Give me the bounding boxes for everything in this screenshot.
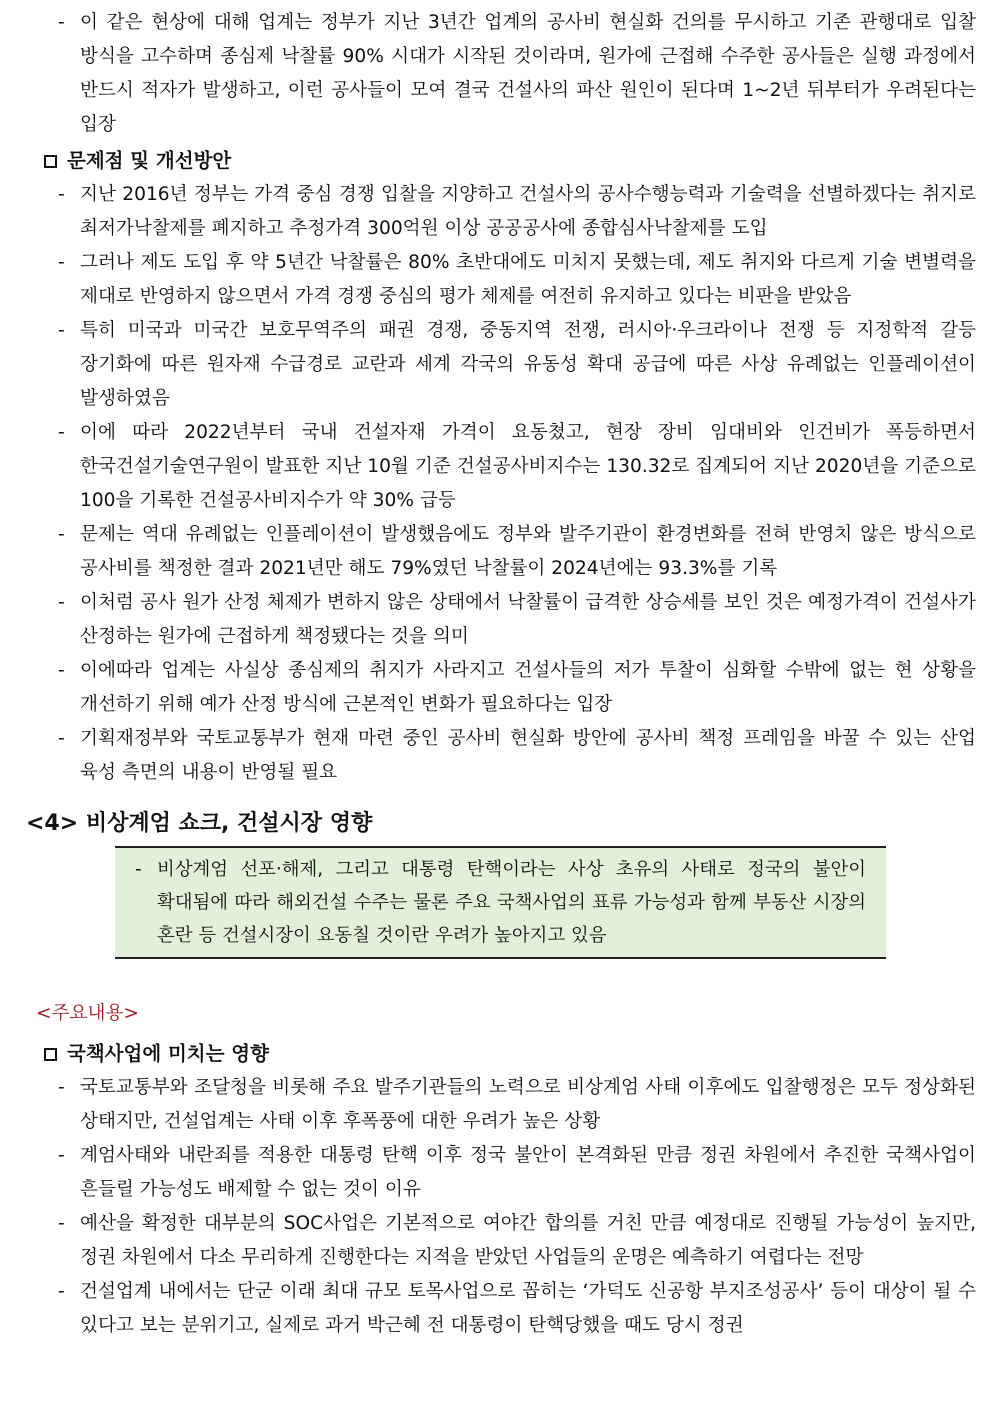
section-title: <4> 비상계엄 쇼크, 건설시장 영향 (26, 811, 373, 836)
dash-marker: - (58, 592, 65, 613)
dash-marker: - (58, 184, 65, 205)
checkbox-square-icon (44, 1048, 57, 1061)
bullet-text: 이에 따라 2022년부터 국내 건설자재 가격이 요동쳤고, 현장 장비 임대비와 인건비가 폭등하면서 한국건설기술연구원이 발표한 지난 10월 기준 건설공사비지수는 130.32로 집계되어 지난 2020년을 기준으로 100을 기록한 건설공사비지수가 약 30% 급등 (80, 422, 976, 511)
bullet-text: 특히 미국과 미국간 보호무역주의 패권 경쟁, 중동지역 전쟁, 러시아·우크라이나 전쟁 등 지정학적 갈등 장기화에 따른 원자재 수급경로 교란과 세계 각국의 유동성 확대 공급에 따른 사상 유례없는 인플레이션이 발생하였음 (80, 320, 976, 409)
bullet-text: 이처럼 공사 원가 산정 체제가 변하지 않은 상태에서 낙찰률이 급격한 상승세를 보인 것은 예정가격이 건설사가 산정하는 원가에 근접하게 책정됐다는 것을 의미 (80, 592, 976, 647)
dash-marker: - (58, 320, 65, 341)
list-item (58, 722, 976, 790)
bullet-text: 그러나 제도 도입 후 약 5년간 낙찰률은 80% 초반대에도 미치지 못했는데, 제도 취지와 다르게 기술 변별력을 제대로 반영하지 않으면서 가격 경쟁 중심의 평가 체제를 여전히 유지하고 있다는 비판을 받았음 (80, 252, 976, 307)
list-item (58, 178, 976, 246)
list-item (58, 1207, 976, 1275)
list-item (58, 1139, 976, 1207)
list-item (58, 518, 976, 586)
dash-marker: - (58, 1145, 65, 1166)
list-item (58, 6, 976, 142)
list-item (58, 246, 976, 314)
bullet-text: 이에따라 업계는 사실상 종심제의 취지가 사라지고 건설사들의 저가 투찰이 심화할 수밖에 없는 현 상황을 개선하기 위해 예가 산정 방식에 근본적인 변화가 필요하다는 입장 (80, 660, 976, 715)
bullet-text: 건설업계 내에서는 단군 이래 최대 규모 토목사업으로 꼽히는 ‘가덕도 신공항 부지조성공사’ 등이 대상이 될 수 있다고 보는 분위기고, 실제로 과거 박근혜 전 대통령이 탄핵당했을 때도 당시 정권 (80, 1281, 976, 1336)
bullet-text: 기획재정부와 국토교통부가 현재 마련 중인 공사비 현실화 방안에 공사비 책정 프레임을 바꿀 수 있는 산업 육성 측면의 내용이 반영될 필요 (80, 728, 976, 783)
list-item (58, 416, 976, 518)
dash-marker: - (135, 859, 142, 880)
summary-body: 비상계엄 선포·해제, 그리고 대통령 탄핵이라는 사상 초유의 사태로 정국의 불안이 확대됨에 따라 해외건설 수주는 물론 주요 국책사업의 표류 가능성과 함께 부동산 시장의 혼란 등 건설시장이 요동칠 것이란 우려가 높아지고 있음 (157, 859, 866, 946)
list-item (58, 586, 976, 654)
dash-marker: - (58, 660, 65, 681)
bullet-text: 국토교통부와 조달청을 비롯해 주요 발주기관들의 노력으로 비상계엄 사태 이후에도 입찰행정은 모두 정상화된 상태지만, 건설업계는 사태 이후 후폭풍에 대한 우려가 높은 상황 (80, 1077, 976, 1132)
section-heading-problems (44, 144, 1000, 178)
bullet-text: 계엄사태와 내란죄를 적용한 대통령 탄핵 이후 정국 불안이 본격화된 만큼 정권 차원에서 추진한 국책사업이 흔들릴 가능성도 배제할 수 없는 것이 이유 (80, 1145, 976, 1200)
dash-marker: - (58, 524, 65, 545)
bullet-text: 예산을 확정한 대부분의 SOC사업은 기본적으로 여야간 합의를 거친 만큼 예정대로 진행될 가능성이 높지만, 정권 차원에서 다소 무리하게 진행한다는 지적을 받았던 사업들의 운명은 예측하기 여렵다는 전망 (80, 1213, 976, 1268)
dash-marker: - (58, 728, 65, 749)
summary-box (115, 846, 886, 959)
list-item (58, 1275, 976, 1343)
dash-marker: - (58, 422, 65, 443)
dash-marker: - (58, 1281, 65, 1302)
list-item (58, 314, 976, 416)
checkbox-square-icon (44, 155, 57, 168)
bullet-text: 이 같은 현상에 대해 업계는 정부가 지난 3년간 업계의 공사비 현실화 건의를 무시하고 기존 관행대로 입찰 방식을 고수하며 종심제 낙찰률 90% 시대가 시작된 것이라며, 원가에 근접해 수주한 공사들은 실행 과정에서 반드시 적자가 발생하고, 이런 공사들이 모여 결국 건설사의 파산 원인이 된다며 1~2년 뒤부터가 우려된다는 입장 (80, 12, 976, 135)
list-item (58, 1071, 976, 1139)
summary-text (135, 853, 866, 952)
heading-text: 문제점 및 개선방안 (67, 149, 232, 172)
dash-marker: - (58, 12, 65, 33)
bullet-text: 지난 2016년 정부는 가격 중심 경쟁 입찰을 지양하고 건설사의 공사수행능력과 기술력을 선별하겠다는 취지로 최저가낙찰제를 폐지하고 추정가격 300억원 이상 공공공사에 종합심사낙찰제를 도입 (80, 184, 976, 239)
bullet-text: 문제는 역대 유례없는 인플레이션이 발생했음에도 정부와 발주기관이 환경변화를 전혀 반영치 않은 방식으로 공사비를 책정한 결과 2021년만 해도 79%였던 낙찰률이 2024년에는 93.3%를 기록 (80, 524, 976, 579)
list-item (58, 654, 976, 722)
dash-marker: - (58, 1213, 65, 1234)
section-heading-national-projects (44, 1037, 1000, 1071)
dash-marker: - (58, 252, 65, 273)
heading-text: 국책사업에 미치는 영향 (67, 1042, 269, 1065)
dash-marker: - (58, 1077, 65, 1098)
key-content-label: <주요내용> (36, 1003, 140, 1024)
